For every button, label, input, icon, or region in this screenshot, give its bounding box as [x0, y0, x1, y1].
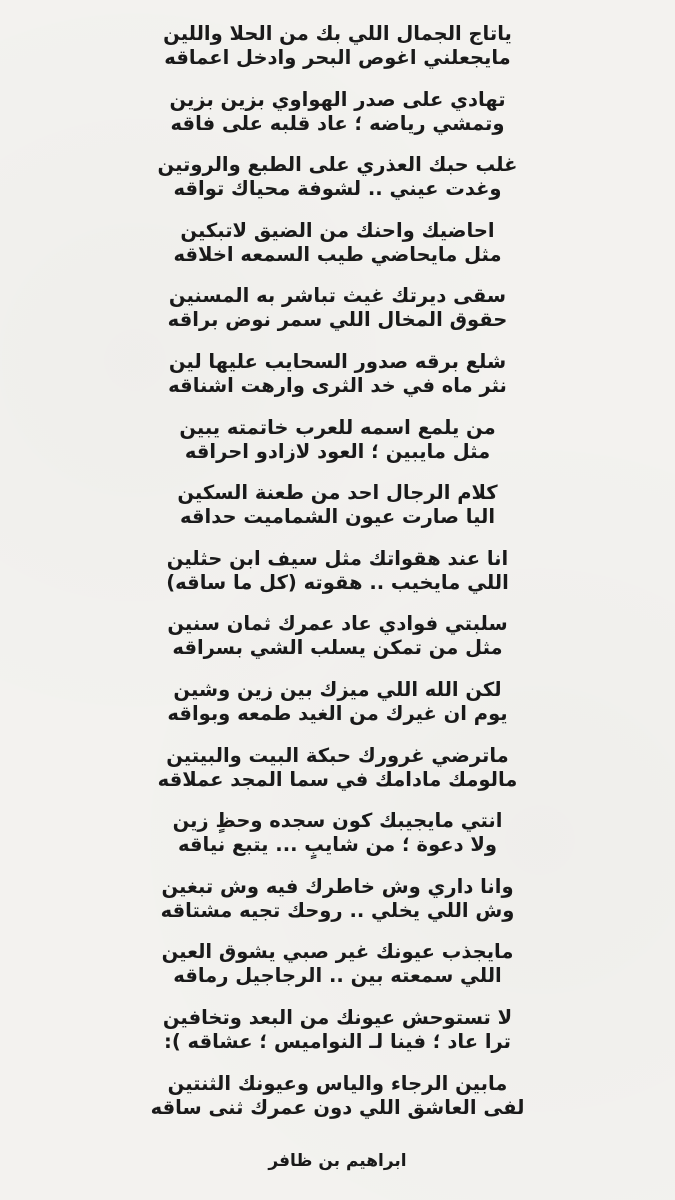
verse-line: وغدت عيني .. لشوفة محياك تواقه: [173, 177, 502, 201]
verse-line: لكن الله اللي ميزك بين زين وشين: [173, 677, 502, 701]
verse-line: انتي مايجيبك كون سجده وحظٍ زين: [172, 809, 503, 833]
verse-line: تهادي على صدر الهواوي بزين بزين: [169, 87, 506, 111]
verse-line: انا عند هقواتك مثل سيف ابن حثلين: [166, 546, 509, 570]
verse-line: غلب حبك العذري على الطبع والروتين: [157, 153, 518, 177]
verse-line: مابين الرجاء والياس وعيونك الثنتين: [167, 1071, 508, 1095]
verse-line: نثر ماه في خد الثرى وارهت اشناقه: [168, 373, 507, 397]
verse-line: ماترضي غرورك حبكة البيت والبيتين: [166, 743, 509, 767]
verse-line: يوم ان غيرك من الغيد طمعه وبواقه: [167, 701, 508, 725]
verse-line: مايجعلني اغوص البحر وادخل اعماقه: [164, 46, 511, 69]
verse-line: من يلمع اسمه للعرب خاتمته يبين: [179, 415, 496, 439]
stanza-10: [0, 612, 675, 678]
stanza-14: [0, 875, 675, 941]
stanza-15: [0, 940, 675, 1006]
verse-line: مثل من تمكن يسلب الشي بسراقه: [172, 636, 503, 660]
verse-line: لا تستوحش عيونك من البعد وتخافين: [162, 1005, 513, 1029]
stanza-7: [0, 416, 675, 482]
stanza-11: [0, 678, 675, 744]
verse-line: لفى العاشق اللي دون عمرك ثنى ساقه: [150, 1095, 525, 1119]
stanza-12: [0, 744, 675, 810]
verse-line: مثل مايحاضي طيب السمعه اخلاقه: [173, 242, 502, 266]
stanza-13: [0, 809, 675, 875]
stanza-3: [0, 153, 675, 219]
stanza-16: [0, 1006, 675, 1072]
stanza-6: [0, 350, 675, 416]
verse-line: مايجذب عيونك غير صبي يشوق العين: [161, 940, 514, 964]
stanza-17: [0, 1072, 675, 1138]
verse-line: وانا داري وش خاطرك فيه وش تبغين: [161, 874, 514, 898]
verse-line: اللي سمعته بين .. الرجاجيل رماقه: [173, 964, 502, 988]
verse-line: مالومك مادامك في سما المجد عملاقه: [157, 767, 518, 791]
stanza-5: [0, 284, 675, 350]
verse-line: ترا عاد ؛ فينا لـ النواميس ؛ عشاقه ):: [164, 1029, 511, 1053]
verse-line: ياتاج الجمال اللي بك من الحلا واللين: [163, 22, 512, 45]
stanza-9: [0, 547, 675, 613]
stanza-4: [0, 219, 675, 285]
poet-signature: ابراهيم بن ظافر: [268, 1151, 407, 1171]
verse-line: وش اللي يخلي .. روحك تجيه مشتاقه: [160, 898, 515, 922]
stanza-8: [0, 481, 675, 547]
verse-line: اللي مايخيب .. هقوته (كل ما ساقه): [166, 570, 509, 594]
poem-body: [0, 22, 675, 1137]
verse-line: شلع برقه صدور السحايب عليها لين: [168, 349, 507, 373]
verse-line: حقوق المخال اللي سمر نوض براقه: [167, 308, 508, 332]
verse-line: سلبتي فوادي عاد عمرك ثمان سنين: [167, 612, 508, 636]
verse-line: مثل مايبين ؛ العود لازادو احراقه: [184, 439, 491, 463]
stanza-2: [0, 88, 675, 154]
verse-line: سقى ديرتك غيث تباشر به المسنين: [168, 284, 507, 308]
verse-line: اليا صارت عيون الشماميت حداقه: [179, 505, 496, 529]
stanza-1: [0, 22, 675, 88]
verse-line: وتمشي رياضه ؛ عاد قلبه على فاقه: [170, 111, 505, 135]
verse-line: كلام الرجال احد من طعنة السكين: [177, 481, 498, 505]
verse-line: ولا دعوة ؛ من شايبٍ ... يتبع نياقه: [177, 833, 498, 857]
verse-line: احاضيك واحنك من الضيق لاتبكين: [180, 218, 495, 242]
